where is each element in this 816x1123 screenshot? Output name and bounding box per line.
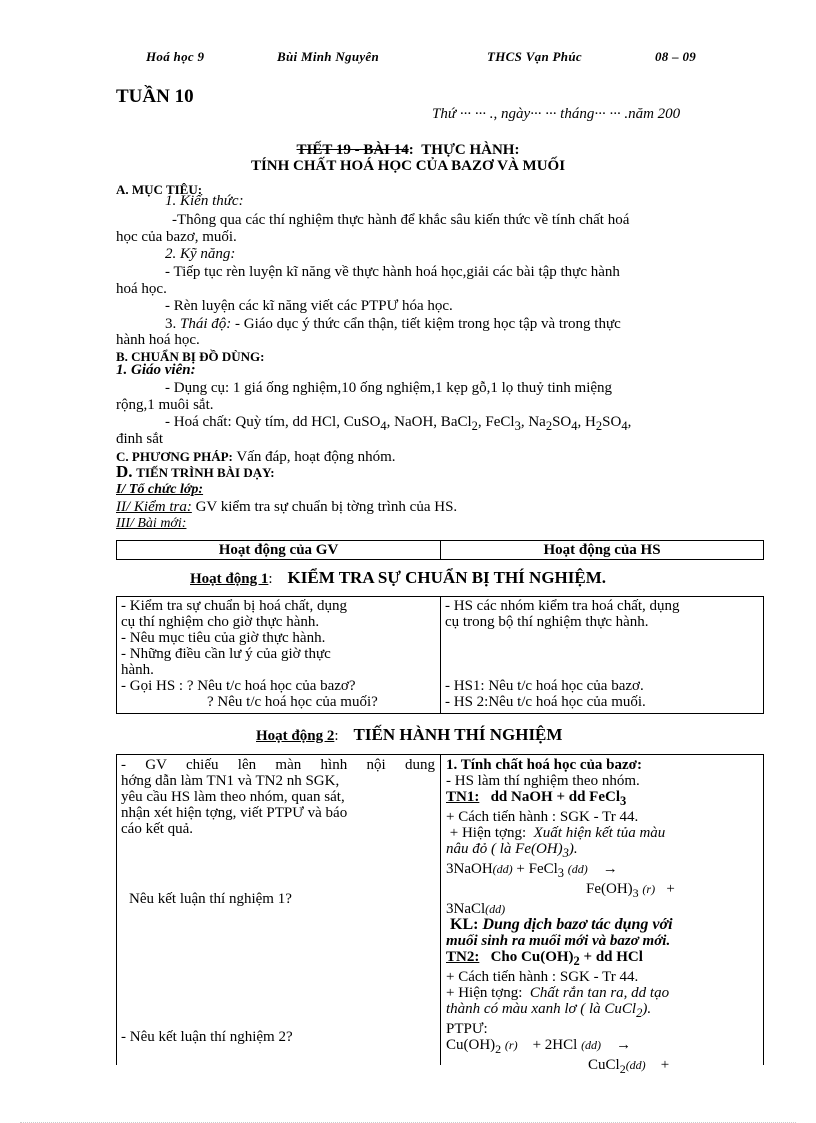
a2-tn1-obs [446,825,760,841]
section-b-tools-line1: - Dụng cụ: 1 giá ống nghiệm,10 ống nghiệm,1 kẹp gỗ,1 lọ thuỷ tinh miệng [165,380,613,396]
a2-eq1-line1: 3NaOH(dd) + FeCl$_3$ (dd) → [446,861,618,880]
a2-tn1-obs2: nâu đỏ ( là $Fe(OH)_3$). [446,841,578,860]
section-b-chemicals: - Hoá chất: Quỳ tím, dd HCl, CuSO$_4$, NaOH, BaCl$_2$, FeCl$_3$, $Na_2SO_4$, $H_2SO_4$, [165,414,632,433]
activity1-label: Hoạt động 1 [190,571,269,587]
section-a-k1-line1: -Thông qua các thí nghiệm thực hành để khắc sâu kiến thức về tính chất hoá [172,212,630,228]
eq2-plus: + 2HCl [532,1037,578,1053]
header-school: THCS Vạn Phúc [487,49,582,64]
date-line: Thứ ··· ··· ., ngày··· ··· tháng··· ··· .năm 200 [432,106,681,122]
section-b-chem-line2: đinh sắt [116,431,164,447]
section-d [116,464,275,481]
a2-tn1-how: + Cách tiến hành : SGK - Tr 44. [446,809,639,825]
a2-tn2-obs2: thành có màu xanh lơ ( là CuCl$_2$). [446,1001,652,1020]
header-teacher: Bùi Minh Nguyên [277,49,380,64]
lesson-colon: : [408,142,414,158]
header-subject: Hoá học 9 [146,49,205,64]
section-a-heading: A. MỤC TIÊU: [116,182,203,197]
section-c-text: Vấn đáp, hoạt động nhóm. [236,449,396,465]
section-d-ii-text: GV kiểm tra sự chuẩn bị tờng trình của HS. [195,499,458,515]
activity2-divider [440,755,441,1065]
a1-gv-line: - Nêu mục tiêu của giờ thực hành. [121,630,326,646]
eq1-state3: (r) [642,882,656,896]
section-d-heading: TIẾN TRÌNH BÀI DẠY: [136,465,275,480]
activity2-heading: TIẾN HÀNH THÍ NGHIỆM [353,725,563,744]
a2-gv-question2: - Nêu kết luận thí nghiệm 2? [121,1029,293,1045]
section-a-k2-line1: - Tiếp tục rèn luyện kĩ năng về thực hành hoá học,giải các bài tập thực hành [165,264,620,280]
a1-gv-line: ? Nêu t/c hoá học của muối? [207,694,378,710]
a2-tn1-obs-text2: nâu đỏ ( là Fe(OH) [446,841,563,857]
section-b-gv-label: 1. Giáo viên: [116,362,196,378]
section-a-k3-line2: hành hoá học. [116,332,200,348]
a1-hs-line: - HS1: Nêu t/c hoá học của bazơ. [445,678,644,694]
eq1-arrow: → [602,861,618,877]
section-d-ii [116,499,457,515]
eq2-arrow: → [616,1037,632,1053]
section-d-iii: III/ Bài mới: [116,516,187,531]
section-c-heading: C. PHƯƠNG PHÁP: [116,449,233,464]
activity2-label: Hoạt động 2 [256,728,335,744]
eq1-reactant1: 3NaOH [446,861,493,877]
a2-tn2-obs-text2: thành có màu xanh lơ ( là CuCl [446,1001,637,1017]
section-a-k2-line2: hoá học. [116,281,167,297]
eq2-plus2: + [660,1057,670,1073]
a1-gv-line: - Kiểm tra sự chuẩn bị hoá chất, dụng [121,598,347,614]
a2-tn2-obs-label: + Hiện tợng: [446,985,523,1001]
section-d-i: I/ Tổ chức lớp: [116,482,204,497]
a2-tn2: TN2: Cho $Cu(OH)_2$ + dd HCl [446,949,643,968]
a2-tn1: TN1: dd NaOH + dd FeCl$_3$ [446,789,627,808]
activity1-title [190,570,606,587]
a2-tn2-obs-text1: Chất rắn tan ra, dd tạo [529,985,670,1001]
section-b-tools-line2: rộng,1 muôi sắt. [116,397,214,413]
a2-hs-line1: - HS làm thí nghiệm theo nhóm. [446,773,640,789]
a2-tn2-how: + Cách tiến hành : SGK - Tr 44. [446,969,639,985]
a1-hs-line: - HS 2:Nêu t/c hoá học của muối. [445,694,646,710]
a2-eq1-line3 [446,901,760,917]
a1-hs-line: - HS các nhóm kiểm tra hoá chất, dụng [445,598,680,614]
section-a-k1-line2: học của bazơ, muối. [116,229,237,245]
eq2-reactant1: Cu(OH) [446,1037,496,1053]
section-a-k1-label: 1. Kiến thức: [165,193,244,209]
section-a-k3-line1: - Giáo dục ý thức cẩn thận, tiết kiệm trong học tập và trong thực [235,316,621,332]
a2-tn1-obs-text1: Xuất hiện kết tủa màu [533,825,666,841]
eq2-state1: (r) [504,1038,518,1052]
kl-text2: muối sinh ra muối mới và bazơ mới. [446,933,671,949]
lesson-number: TIẾT 19 - BÀI 14 [296,142,409,158]
section-c [116,449,396,465]
activity1-hs-cell [441,597,764,714]
a2-tn2-obs-text2b: ). [642,1001,652,1017]
a2-tn2-text: Cho Cu(OH) [490,949,574,965]
week-title: TUẦN 10 [116,86,194,107]
eq1-plus: + FeCl [516,861,558,877]
a2-eq1-line2: $Fe(OH)_3$ (r) + [586,881,675,900]
a2-tn1-label: TN1: [446,789,480,805]
activity2-hs-col [446,757,760,1077]
kl-text1: Dung dịch bazơ tác dụng với [482,916,673,933]
section-b-heading: B. CHUẨN BỊ ĐỒ DÙNG: [116,349,265,364]
header-gv: Hoạt động của GV [117,541,441,560]
eq1-state2: (dd) [567,862,588,876]
activity2-title [256,727,562,744]
eq2-state3: (dd) [625,1058,646,1072]
a1-hs-line: cụ trong bộ thí nghiệm thực hành. [445,614,649,630]
a2-gv-line: nhận xét hiện tợng, viết PTPƯ và báo [121,805,348,821]
eq2-product: CuCl [588,1057,620,1073]
a2-tn1-obs-text2b: ). [568,841,578,857]
section-a-k3 [165,316,621,332]
section-a-k2-line3: - Rèn luyện các kĩ năng viết các PTPƯ hóa học. [165,298,453,314]
lesson-title: TÍNH CHẤT HOÁ HỌC CỦA BAZƠ VÀ MUỐI [250,158,566,174]
a2-eq2-line1: $Cu(OH)_2$ (r) + 2HCl (dd) → [446,1037,632,1056]
a2-eq2-line2: CuCl$_2$(dd) + [588,1057,670,1076]
eq1-state4: (dd) [485,902,506,916]
activity2-gv-col [121,757,435,837]
header-year: 08 – 09 [655,49,697,64]
eq1-product2: 3NaCl [446,901,486,917]
a2-tn1-obs-label: + Hiện tợng: [449,825,527,841]
lesson-type: THỰC HÀNH: [421,142,520,158]
header-hs: Hoạt động của HS [441,541,764,560]
section-a-k3-num: 3. [165,316,177,332]
a2-tn2-label: TN2: [446,949,480,965]
section-a-k2-label: 2. Kỹ năng: [165,246,236,262]
a2-gv-line: cáo kết quả. [121,821,194,837]
a2-tn1-text: dd NaOH + dd FeCl [490,789,620,805]
a1-gv-line: hành. [121,662,154,678]
a2-kl [446,917,760,933]
section-d-letter: D. [116,462,133,481]
a2-tn2-obs [446,985,760,1001]
lesson-heading [0,142,816,158]
activity1-heading: KIỂM TRA SỰ CHUẨN BỊ THÍ NGHIỆM. [287,568,607,587]
a2-pt-label: PTPƯ: [446,1021,488,1037]
activity-table-header [116,540,764,560]
a2-gv-line: yêu cầu HS làm theo nhóm, quan sát, [121,789,345,805]
a1-gv-line: - Những điều cần lư ý của giờ thực [121,646,331,662]
activity2-colon: : [334,728,339,744]
section-a-k3-label: Thái độ: [180,316,232,332]
activity2-table [116,754,764,1076]
eq1-state1: (dd) [492,862,513,876]
a1-gv-line: - Gọi HS : ? Nêu t/c hoá học của bazơ? [121,678,356,694]
activity1-colon: : [268,571,273,587]
a1-gv-line: cụ thí nghiệm cho giờ thực hành. [121,614,320,630]
a2-gv-question1: Nêu kết luận thí nghiệm 1? [129,891,292,907]
a2-tn2-text-b: + dd HCl [583,949,643,965]
activity1-gv-cell [117,597,441,714]
kl-label: KL: [450,916,479,933]
section-d-ii-label: II/ Kiểm tra: [116,499,192,515]
a2-hs-title: 1. Tính chất hoá học của bazơ: [446,757,642,773]
eq1-product1: Fe(OH) [586,881,633,897]
a2-gv-line: hớng dẫn làm TN1 và TN2 nh SGK, [121,773,340,789]
a2-gv-line: - GV chiếu lên màn hình nội dung [121,757,435,773]
eq2-state2: (dd) [581,1038,602,1052]
chem-list-prefix: - Hoá chất: Quỳ tím, dd HCl, CuSO [165,414,381,430]
activity1-table [116,596,764,714]
eq1-plus2: + [666,881,675,897]
